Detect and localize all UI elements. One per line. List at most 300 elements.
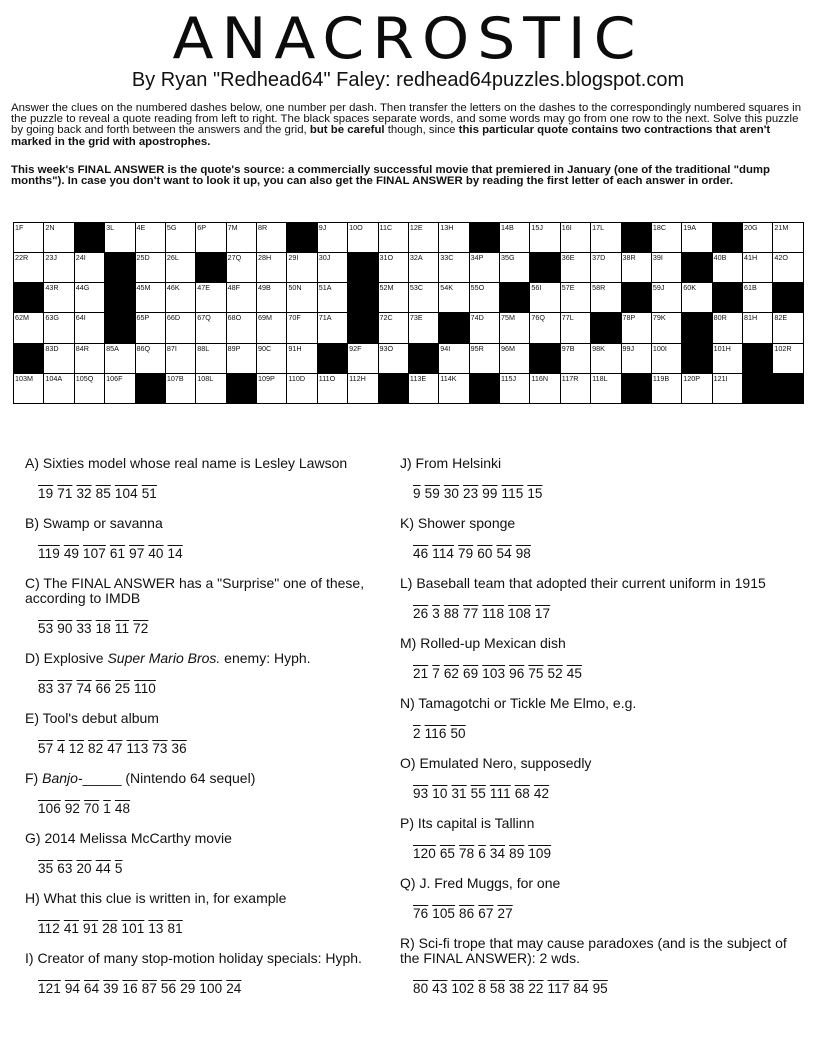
- grid-cell[interactable]: [165, 313, 195, 343]
- grid-cell-label: 84R: [75, 343, 89, 353]
- grid-cell[interactable]: [287, 343, 317, 373]
- answer-blank[interactable]: 24: [226, 981, 242, 996]
- grid-cell[interactable]: [287, 283, 317, 313]
- grid-cell[interactable]: [500, 223, 530, 253]
- answer-blank[interactable]: 79: [458, 546, 474, 561]
- grid-cell-label: 13H: [440, 223, 454, 232]
- grid-cell[interactable]: [287, 253, 317, 283]
- answer-blank[interactable]: 23: [463, 486, 479, 501]
- answer-blank[interactable]: 107: [83, 546, 106, 561]
- answer-blank[interactable]: 32: [76, 486, 92, 501]
- grid-cell[interactable]: [74, 283, 104, 313]
- answer-blank[interactable]: 86: [459, 906, 475, 921]
- answer-blank[interactable]: 69: [463, 666, 479, 681]
- grid-cell[interactable]: [317, 313, 347, 343]
- grid-cell[interactable]: [14, 313, 44, 343]
- grid-cell[interactable]: [196, 313, 226, 343]
- clue-text: E) Tool's debut album: [25, 710, 159, 726]
- grid-cell[interactable]: [378, 283, 408, 313]
- grid-cell-label: 82E: [774, 313, 788, 323]
- final-answer-note: This week's FINAL ANSWER is the quote's source: a commercially successful movie that premiered in January (one of the traditional "dump months"). In case you don't want to look it up, you can also get the FINAL ANSWER by reading the first letter of each answer in order.: [11, 164, 770, 188]
- answer-blank[interactable]: 111: [489, 786, 511, 801]
- grid-cell-label: 79K: [652, 313, 666, 323]
- grid-cell[interactable]: [317, 373, 347, 403]
- grid-cell[interactable]: [743, 283, 773, 313]
- grid-cell[interactable]: [500, 343, 530, 373]
- answer-blank[interactable]: 90: [57, 621, 73, 636]
- answer-blank[interactable]: 5: [114, 861, 123, 876]
- grid-cell-label: 98K: [592, 343, 605, 353]
- grid-cell[interactable]: [439, 223, 469, 253]
- answer-blank[interactable]: 99: [482, 486, 498, 501]
- answer-blank[interactable]: 55: [470, 786, 486, 801]
- grid-cell[interactable]: [560, 343, 590, 373]
- answer-blank[interactable]: 106: [38, 801, 61, 816]
- grid-cell-label: 55O: [470, 283, 485, 293]
- grid-cell[interactable]: [651, 253, 681, 283]
- answer-blank[interactable]: 11: [114, 621, 130, 636]
- grid-cell[interactable]: [591, 343, 621, 373]
- grid-cell[interactable]: [469, 313, 499, 343]
- grid-cell[interactable]: [165, 223, 195, 253]
- grid-cell[interactable]: [408, 253, 438, 283]
- answer-blank[interactable]: 45: [566, 666, 582, 681]
- grid-black-square: [530, 253, 560, 283]
- grid-cell[interactable]: [712, 313, 742, 343]
- grid-cell-label: 26L: [166, 253, 179, 263]
- answer-blank[interactable]: 71: [57, 486, 73, 501]
- answer-blank[interactable]: 112: [38, 921, 60, 936]
- answer-blank[interactable]: 84: [573, 981, 589, 996]
- grid-cell[interactable]: [439, 253, 469, 283]
- grid-cell-label: 3L: [106, 223, 115, 232]
- clue: [25, 771, 390, 816]
- grid-cell[interactable]: [591, 373, 621, 403]
- grid-cell[interactable]: [621, 313, 651, 343]
- answer-blank[interactable]: 34: [489, 846, 506, 861]
- answer-blank[interactable]: 80: [413, 981, 429, 996]
- grid-cell[interactable]: [165, 373, 195, 403]
- grid-cell[interactable]: [408, 283, 438, 313]
- grid-cell-label: 48F: [227, 283, 241, 293]
- answer-blank[interactable]: 43: [432, 981, 448, 996]
- grid-cell[interactable]: [348, 373, 378, 403]
- answer-blank[interactable]: 26: [413, 606, 429, 621]
- answer-blank[interactable]: 63: [57, 861, 73, 876]
- answer-blank[interactable]: 18: [95, 621, 111, 636]
- grid-cell[interactable]: [196, 283, 226, 313]
- grid-cell[interactable]: [408, 223, 438, 253]
- grid-black-square: [226, 373, 256, 403]
- answer-blank[interactable]: 101: [121, 921, 145, 936]
- answer-blank[interactable]: 65: [439, 846, 456, 861]
- grid-cell-label: 70F: [288, 313, 301, 323]
- grid-cell[interactable]: [165, 283, 195, 313]
- grid-cell[interactable]: [712, 253, 742, 283]
- grid-cell[interactable]: [226, 283, 256, 313]
- grid-cell[interactable]: [591, 223, 621, 253]
- clue-italic-title: Super Mario Bros.: [107, 650, 221, 666]
- answer-blank[interactable]: 117: [547, 981, 570, 996]
- grid-cell[interactable]: [226, 343, 256, 373]
- clue: [400, 876, 805, 921]
- grid-cell[interactable]: [439, 373, 469, 403]
- answer-blank[interactable]: 98: [515, 546, 531, 561]
- answer-blank[interactable]: 108: [508, 606, 531, 621]
- grid-cell[interactable]: [44, 223, 74, 253]
- grid-cell-label: 108L: [197, 373, 214, 383]
- grid-cell[interactable]: [651, 313, 681, 343]
- grid-cell-label: 93O: [379, 343, 394, 353]
- grid-cell[interactable]: [743, 253, 773, 283]
- answer-blank[interactable]: 102: [451, 981, 475, 996]
- grid-black-square: [682, 313, 712, 343]
- grid-cell[interactable]: [500, 313, 530, 343]
- answer-blank[interactable]: 118: [482, 606, 505, 621]
- grid-cell[interactable]: [773, 223, 804, 253]
- grid-cell[interactable]: [560, 283, 590, 313]
- grid-cell-label: 92F: [349, 343, 362, 353]
- answer-blank[interactable]: 78: [459, 846, 475, 861]
- instructions-emphasis: this particular quote contains two contractions that aren't marked in the grid with apostrophes.: [11, 124, 771, 148]
- grid-black-square: [712, 223, 742, 253]
- grid-cell[interactable]: [712, 343, 742, 373]
- clue-text: B) Swamp or savanna: [25, 515, 163, 531]
- answer-blank[interactable]: 56: [160, 981, 177, 996]
- grid-cell[interactable]: [530, 283, 560, 313]
- grid-cell[interactable]: [74, 373, 104, 403]
- answer-blank[interactable]: 82: [88, 741, 104, 756]
- grid-cell-label: 4E: [136, 223, 146, 232]
- answer-blank[interactable]: 104: [114, 486, 138, 501]
- grid-cell[interactable]: [469, 283, 499, 313]
- answer-blank[interactable]: 22: [528, 981, 544, 996]
- answer-blank[interactable]: 61: [109, 546, 126, 561]
- answer-blank[interactable]: 47: [107, 741, 123, 756]
- grid-cell[interactable]: [743, 313, 773, 343]
- grid-cell[interactable]: [651, 343, 681, 373]
- answer-blank[interactable]: 93: [413, 786, 429, 801]
- grid-cell[interactable]: [591, 253, 621, 283]
- grid-cell[interactable]: [773, 253, 804, 283]
- answer-blank[interactable]: 41: [63, 921, 80, 936]
- grid-cell[interactable]: [743, 223, 773, 253]
- answer-blank[interactable]: 49: [63, 546, 80, 561]
- grid-cell[interactable]: [378, 343, 408, 373]
- grid-cell-label: 69M: [258, 313, 272, 323]
- grid-cell[interactable]: [560, 313, 590, 343]
- grid-cell[interactable]: [74, 313, 104, 343]
- grid-cell[interactable]: [682, 283, 712, 313]
- answer-blank[interactable]: 59: [424, 486, 440, 501]
- answer-blank[interactable]: 97: [129, 546, 145, 561]
- grid-row: [14, 283, 804, 313]
- grid-cell[interactable]: [257, 223, 287, 253]
- grid-row: [14, 343, 804, 373]
- grid-cell[interactable]: [257, 373, 287, 403]
- grid-cell[interactable]: [196, 223, 226, 253]
- grid-cell[interactable]: [44, 283, 74, 313]
- answer-blank[interactable]: 1: [103, 801, 111, 816]
- answer-blank[interactable]: 30: [443, 486, 460, 501]
- answer-blanks: [38, 486, 390, 501]
- answer-blank[interactable]: 38: [509, 981, 525, 996]
- answer-blank[interactable]: 76: [413, 906, 429, 921]
- answer-blank[interactable]: 19: [38, 486, 54, 501]
- answer-blank[interactable]: 12: [68, 741, 85, 756]
- answer-blank[interactable]: 87: [141, 981, 157, 996]
- answer-blank[interactable]: 64: [84, 981, 100, 996]
- answer-blank[interactable]: 62: [443, 666, 460, 681]
- grid-cell[interactable]: [530, 223, 560, 253]
- grid-cell[interactable]: [439, 283, 469, 313]
- answer-blank[interactable]: 121: [38, 981, 61, 996]
- clue-text-part: D) Explosive: [25, 650, 108, 666]
- instructions: [11, 103, 805, 148]
- answer-blanks: [413, 846, 805, 861]
- grid-cell[interactable]: [530, 313, 560, 343]
- answer-blank[interactable]: 103: [482, 666, 506, 681]
- answer-blank[interactable]: 68: [514, 786, 530, 801]
- grid-cell[interactable]: [165, 343, 195, 373]
- grid-cell[interactable]: [500, 253, 530, 283]
- grid-cell[interactable]: [74, 343, 104, 373]
- answer-blank[interactable]: 33: [76, 621, 92, 636]
- answer-blank[interactable]: 6: [478, 846, 486, 861]
- answer-blank[interactable]: 31: [451, 786, 467, 801]
- answer-blank[interactable]: 8: [478, 981, 486, 996]
- grid-cell[interactable]: [14, 253, 44, 283]
- answer-blank[interactable]: 60: [477, 546, 493, 561]
- answer-blank[interactable]: 7: [432, 666, 440, 681]
- answer-blank[interactable]: 17: [534, 606, 551, 621]
- answer-blank[interactable]: 116: [424, 726, 447, 741]
- answer-blank[interactable]: 66: [95, 681, 111, 696]
- grid-row: [14, 373, 804, 403]
- answer-blank[interactable]: 35: [38, 861, 54, 876]
- grid-cell[interactable]: [135, 283, 165, 313]
- answer-blank[interactable]: 40: [148, 546, 164, 561]
- grid-cell[interactable]: [226, 313, 256, 343]
- grid-cell-label: 19A: [683, 223, 697, 232]
- grid-cell[interactable]: [317, 253, 347, 283]
- grid-black-square: [682, 343, 712, 373]
- answer-blank[interactable]: 120: [413, 846, 436, 861]
- grid-cell[interactable]: [773, 313, 804, 343]
- grid-cell[interactable]: [348, 223, 378, 253]
- clue: [400, 636, 805, 681]
- answer-blank[interactable]: 53: [38, 621, 54, 636]
- answer-blank[interactable]: 88: [443, 606, 460, 621]
- answer-blank[interactable]: 52: [547, 666, 563, 681]
- answer-blank[interactable]: 16: [122, 981, 138, 996]
- grid-cell[interactable]: [348, 343, 378, 373]
- answer-blank[interactable]: 50: [450, 726, 466, 741]
- answer-blank[interactable]: 105: [432, 906, 456, 921]
- answer-blank[interactable]: 10: [432, 786, 448, 801]
- answer-blank[interactable]: 2: [413, 726, 421, 741]
- answer-blank[interactable]: 39: [103, 981, 119, 996]
- answer-blanks: [38, 681, 390, 696]
- answer-blank[interactable]: 46: [413, 546, 429, 561]
- answer-blank[interactable]: 77: [463, 606, 479, 621]
- clue: [25, 456, 390, 501]
- answer-blank[interactable]: 37: [57, 681, 73, 696]
- answer-blank[interactable]: 74: [76, 681, 92, 696]
- grid-black-square: [591, 313, 621, 343]
- grid-cell-label: 86Q: [136, 343, 151, 353]
- answer-blank[interactable]: 9: [413, 486, 421, 501]
- grid-cell[interactable]: [560, 223, 590, 253]
- grid-cell[interactable]: [378, 253, 408, 283]
- answer-blank[interactable]: 81: [167, 921, 183, 936]
- grid-cell-label: 112H: [349, 373, 366, 383]
- grid-cell[interactable]: [651, 223, 681, 253]
- answer-blank[interactable]: 36: [171, 741, 187, 756]
- grid-cell[interactable]: [14, 223, 44, 253]
- answer-blank[interactable]: 27: [497, 906, 513, 921]
- grid-cell[interactable]: [682, 223, 712, 253]
- grid-cell[interactable]: [287, 373, 317, 403]
- grid-cell[interactable]: [500, 373, 530, 403]
- answer-blank[interactable]: 4: [57, 741, 65, 756]
- grid-cell-label: 35G: [501, 253, 515, 263]
- grid-cell[interactable]: [257, 283, 287, 313]
- grid-black-square: [712, 283, 742, 313]
- answer-blank[interactable]: 115: [501, 486, 524, 501]
- grid-cell[interactable]: [257, 253, 287, 283]
- answer-blank[interactable]: 96: [509, 666, 525, 681]
- answer-blank[interactable]: 109: [528, 846, 552, 861]
- answer-blank[interactable]: 89: [509, 846, 525, 861]
- answer-blank[interactable]: 70: [84, 801, 100, 816]
- grid-cell-label: 117R: [561, 373, 579, 383]
- grid-cell-label: 75M: [501, 313, 515, 323]
- grid-cell[interactable]: [226, 223, 256, 253]
- answer-blank[interactable]: 51: [141, 486, 157, 501]
- answer-blank[interactable]: 15: [527, 486, 543, 501]
- grid-cell[interactable]: [469, 253, 499, 283]
- grid-cell[interactable]: [135, 253, 165, 283]
- answer-blank[interactable]: 73: [152, 741, 168, 756]
- instructions-emphasis: but be careful: [309, 124, 385, 137]
- grid-cell[interactable]: [226, 253, 256, 283]
- answer-blank[interactable]: 91: [83, 921, 99, 936]
- grid-cell[interactable]: [105, 223, 135, 253]
- grid-cell[interactable]: [591, 283, 621, 313]
- grid-cell[interactable]: [165, 253, 195, 283]
- answer-blank[interactable]: 20: [76, 861, 92, 876]
- answer-blank[interactable]: 114: [432, 546, 455, 561]
- answer-blank[interactable]: 42: [533, 786, 550, 801]
- grid-cell-label: 85A: [106, 343, 119, 353]
- answer-blank[interactable]: 94: [64, 981, 81, 996]
- answer-blank[interactable]: 13: [148, 921, 164, 936]
- answer-blank[interactable]: 28: [102, 921, 118, 936]
- answer-blank[interactable]: 85: [95, 486, 111, 501]
- grid-cell[interactable]: [257, 313, 287, 343]
- grid-cell[interactable]: [135, 223, 165, 253]
- answer-blank[interactable]: 75: [528, 666, 544, 681]
- grid-cell[interactable]: [317, 283, 347, 313]
- answer-blank[interactable]: 3: [432, 606, 440, 621]
- grid-cell[interactable]: [621, 343, 651, 373]
- grid-cell[interactable]: [44, 343, 74, 373]
- grid-cell[interactable]: [439, 343, 469, 373]
- grid-cell[interactable]: [560, 253, 590, 283]
- answer-blank[interactable]: 83: [38, 681, 54, 696]
- grid-black-square: [500, 283, 530, 313]
- clue-text: C) The FINAL ANSWER has a "Surprise" one of these, according to IMDB: [25, 575, 365, 606]
- grid-cell[interactable]: [317, 223, 347, 253]
- grid-cell[interactable]: [196, 373, 226, 403]
- grid-cell[interactable]: [773, 343, 804, 373]
- grid-cell[interactable]: [105, 373, 135, 403]
- grid-cell[interactable]: [44, 313, 74, 343]
- answer-blank[interactable]: 44: [95, 861, 111, 876]
- grid-cell[interactable]: [378, 313, 408, 343]
- answer-blank[interactable]: 113: [126, 741, 149, 756]
- grid-cell[interactable]: [682, 373, 712, 403]
- answer-blank[interactable]: 92: [64, 801, 81, 816]
- answer-blank[interactable]: 58: [489, 981, 506, 996]
- grid-cell-label: 65P: [136, 313, 150, 323]
- grid-cell[interactable]: [105, 343, 135, 373]
- grid-cell-label: 91H: [288, 343, 302, 353]
- grid-cell-label: 52M: [379, 283, 394, 293]
- grid-cell[interactable]: [44, 253, 74, 283]
- grid-cell[interactable]: [469, 343, 499, 373]
- answer-blank[interactable]: 119: [38, 546, 60, 561]
- grid-cell[interactable]: [712, 373, 742, 403]
- grid-cell[interactable]: [135, 343, 165, 373]
- grid-cell[interactable]: [257, 343, 287, 373]
- grid-cell[interactable]: [651, 283, 681, 313]
- grid-cell[interactable]: [651, 373, 681, 403]
- grid-cell[interactable]: [135, 313, 165, 343]
- grid-cell[interactable]: [408, 373, 438, 403]
- answer-blank[interactable]: 29: [180, 981, 196, 996]
- grid-cell[interactable]: [287, 313, 317, 343]
- grid-cell-label: 97B: [561, 343, 575, 353]
- grid-cell[interactable]: [560, 373, 590, 403]
- answer-blank[interactable]: 67: [478, 906, 494, 921]
- grid-cell-label: 114K: [440, 373, 457, 383]
- answer-blanks: [38, 741, 390, 756]
- answer-blank[interactable]: 25: [114, 681, 131, 696]
- answer-blank[interactable]: 72: [133, 621, 149, 636]
- answer-blank[interactable]: 21: [413, 666, 429, 681]
- grid-cell[interactable]: [621, 253, 651, 283]
- answer-blank[interactable]: 100: [199, 981, 223, 996]
- grid-cell-label: 27Q: [227, 253, 242, 263]
- grid-cell[interactable]: [530, 373, 560, 403]
- answer-blank[interactable]: 57: [38, 741, 54, 756]
- answer-blank[interactable]: 110: [134, 681, 156, 696]
- clue-text: Q) J. Fred Muggs, for one: [400, 875, 561, 891]
- grid-cell[interactable]: [408, 313, 438, 343]
- grid-cell[interactable]: [14, 373, 44, 403]
- grid-cell[interactable]: [74, 253, 104, 283]
- answer-blank[interactable]: 95: [592, 981, 608, 996]
- grid-cell[interactable]: [378, 223, 408, 253]
- answer-blank[interactable]: 54: [496, 546, 512, 561]
- answer-blank[interactable]: 48: [114, 801, 131, 816]
- grid-cell[interactable]: [44, 373, 74, 403]
- answer-blank[interactable]: 14: [167, 546, 183, 561]
- grid-cell-label: 31O: [379, 253, 394, 263]
- grid-cell[interactable]: [196, 343, 226, 373]
